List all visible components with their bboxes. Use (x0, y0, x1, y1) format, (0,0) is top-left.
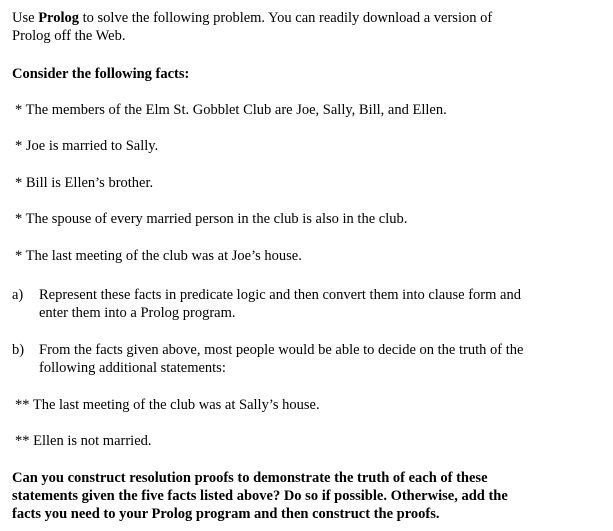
intro-text-pre: Use (12, 10, 39, 26)
task-text (39, 286, 521, 322)
conclusion-line: statements given the five facts listed above? Do so if possible. Otherwise, add the (12, 488, 508, 504)
task-item-a (12, 286, 602, 322)
task-marker: b) (12, 342, 25, 358)
statement-item: ** The last meeting of the club was at Sally’s house. (15, 397, 320, 413)
prolog-keyword: Prolog (38, 10, 79, 26)
facts-heading: Consider the following facts: (12, 66, 190, 82)
fact-item: * The spouse of every married person in the club is also in the club. (15, 211, 408, 227)
conclusion-line: facts you need to your Prolog program and then construct the proofs. (12, 506, 440, 522)
task-marker: a) (12, 287, 24, 303)
fact-item: * The last meeting of the club was at Joe’s house. (15, 248, 302, 264)
intro-line-1 (12, 9, 492, 27)
task-text-line: From the facts given above, most people would be able to decide on the truth of the (39, 342, 524, 358)
task-text-line: enter them into a Prolog program. (39, 305, 236, 321)
intro-line-2: Prolog off the Web. (12, 28, 126, 44)
task-text-line: Represent these facts in predicate logic and then convert them into clause form and (39, 287, 521, 303)
intro-paragraph (12, 9, 492, 45)
statement-item: ** Ellen is not married. (15, 433, 152, 449)
task-text (39, 341, 523, 377)
task-item-b (12, 341, 602, 377)
intro-text-post: to solve the following problem. You can readily download a version of (79, 10, 493, 26)
fact-item: * The members of the Elm St. Gobblet Club are Joe, Sally, Bill, and Ellen. (15, 102, 447, 118)
conclusion-paragraph (12, 469, 508, 523)
fact-item: * Joe is married to Sally. (15, 138, 159, 154)
task-text-line: following additional statements: (39, 360, 226, 376)
conclusion-line: Can you construct resolution proofs to demonstrate the truth of each of these (12, 470, 488, 486)
fact-item: * Bill is Ellen’s brother. (15, 175, 154, 191)
